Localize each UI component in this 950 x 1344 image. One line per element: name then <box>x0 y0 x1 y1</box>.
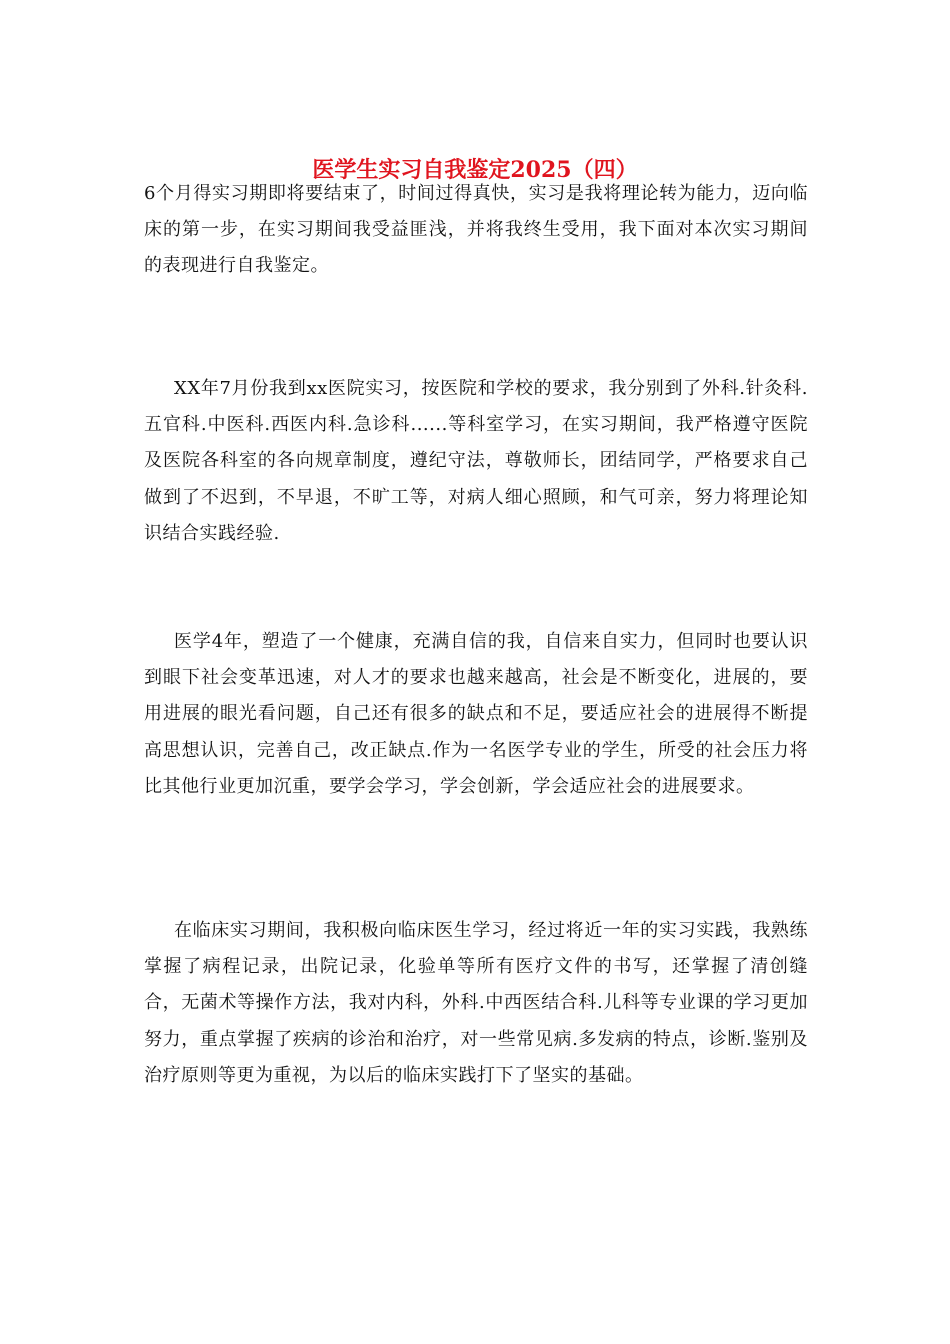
document-title: 医学生实习自我鉴定2025（四） <box>312 157 638 183</box>
paragraph-personal-growth: 医学4年，塑造了一个健康，充满自信的我，自信来自实力，但同时也要认识到眼下社会变革迅速，对人才的要求也越来越高，社会是不断变化，进展的，要用进展的眼光看问题，自己还有很多的缺点和不足，要适应社会的进展得不断提高思想认识，完善自己，改正缺点.作为一名医学专业的学生，所受的社会压力将比其他行业更加沉重，要学会学习，学会创新，学会适应社会的进展要求。 <box>144 631 808 797</box>
paragraph-intro: 6个月得实习期即将要结束了，时间过得真快，实习是我将理论转为能力，迈向临床的第一步，在实习期间我受益匪浅，并将我终生受用，我下面对本次实习期间的表现进行自我鉴定。 <box>144 183 808 277</box>
paragraph-internship-departments: XX年7月份我到xx医院实习，按医院和学校的要求，我分别到了外科.针灸科.五官科.中医科.西医内科.急诊科......等科室学习，在实习期间，我严格遵守医院及医院各科室的各向规章制度，遵纪守法，尊敬师长，团结同学，严格要求自己做到了不迟到，不早退，不旷工等，对病人细心照顾，和气可亲，努力将理论知识结合实践经验. <box>144 378 808 544</box>
paragraph-clinical-skills: 在临床实习期间，我积极向临床医生学习，经过将近一年的实习实践，我熟练掌握了病程记录，出院记录，化验单等所有医疗文件的书写，还掌握了清创缝合，无菌术等操作方法，我对内科，外科.中西医结合科.儿科等专业课的学习更加努力，重点掌握了疾病的诊治和治疗，对一些常见病.多发病的特点，诊断.鉴别及治疗原则等更为重视，为以后的临床实践打下了坚实的基础。 <box>144 920 808 1086</box>
